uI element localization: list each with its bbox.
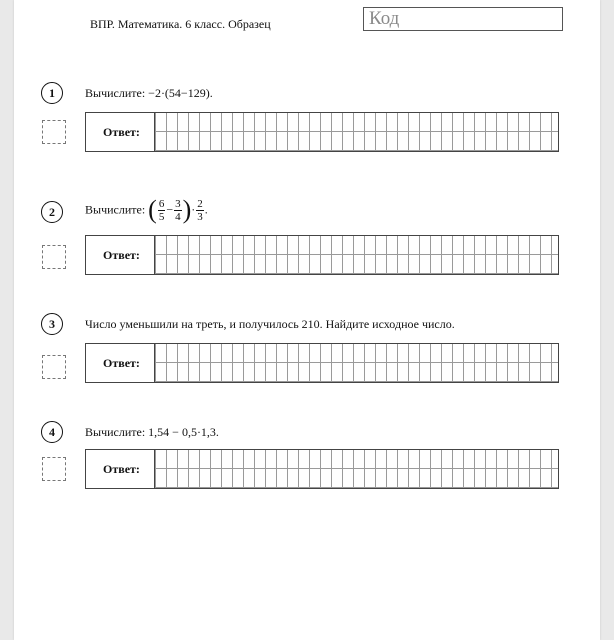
score-box[interactable] (42, 245, 66, 269)
close-paren: ) (182, 195, 192, 224)
fraction-numerator: 6 (158, 197, 165, 210)
answer-grid[interactable] (155, 113, 558, 151)
code-field[interactable]: Код (363, 7, 563, 31)
task-expression: 1,54 − 0,5·1,3. (148, 425, 219, 439)
task-4 (14, 421, 600, 511)
multiply-dot: · (191, 202, 196, 217)
task-expression: −2·(54−129). (148, 86, 213, 100)
task-prompt (85, 86, 213, 101)
answer-label: Ответ: (86, 344, 155, 382)
answer-grid[interactable] (155, 236, 558, 274)
score-box[interactable] (42, 120, 66, 144)
task-prompt-label: Вычислите: (85, 202, 146, 217)
task-2 (14, 195, 600, 291)
fraction-denominator: 4 (175, 210, 181, 223)
fraction (174, 198, 182, 223)
fraction (158, 198, 166, 223)
task-3 (14, 313, 600, 403)
task-1 (14, 82, 600, 172)
answer-row[interactable] (85, 343, 559, 383)
fraction-numerator: 2 (197, 197, 203, 210)
task-number: 4 (41, 421, 63, 443)
open-paren: ( (148, 195, 157, 224)
task-prompt (85, 425, 219, 440)
page-title: ВПР. Математика. 6 класс. Образец (90, 17, 271, 31)
minus-sign: − (166, 202, 174, 217)
answer-grid[interactable] (155, 450, 558, 488)
fraction-denominator: 3 (197, 210, 203, 223)
task-prompt: Число уменьшили на треть, и получилось 210. Найдите исходное число. (85, 317, 455, 331)
answer-row[interactable] (85, 235, 559, 275)
fraction-numerator: 3 (175, 197, 181, 210)
fraction-denominator: 5 (158, 210, 165, 223)
score-box[interactable] (42, 457, 66, 481)
task-prompt-label: Вычислите: (85, 86, 146, 100)
worksheet-page (14, 0, 600, 640)
answer-row[interactable] (85, 112, 559, 152)
expression-end: . (204, 202, 208, 217)
fraction (196, 198, 204, 223)
task-number: 2 (41, 201, 63, 223)
answer-label: Ответ: (86, 450, 155, 488)
answer-row[interactable] (85, 449, 559, 489)
task-number: 1 (41, 82, 63, 104)
answer-label: Ответ: (86, 113, 155, 151)
score-box[interactable] (42, 355, 66, 379)
task-prompt (85, 197, 208, 223)
task-prompt-label: Вычислите: (85, 425, 146, 439)
answer-grid[interactable] (155, 344, 558, 382)
answer-label: Ответ: (86, 236, 155, 274)
task-number: 3 (41, 313, 63, 335)
